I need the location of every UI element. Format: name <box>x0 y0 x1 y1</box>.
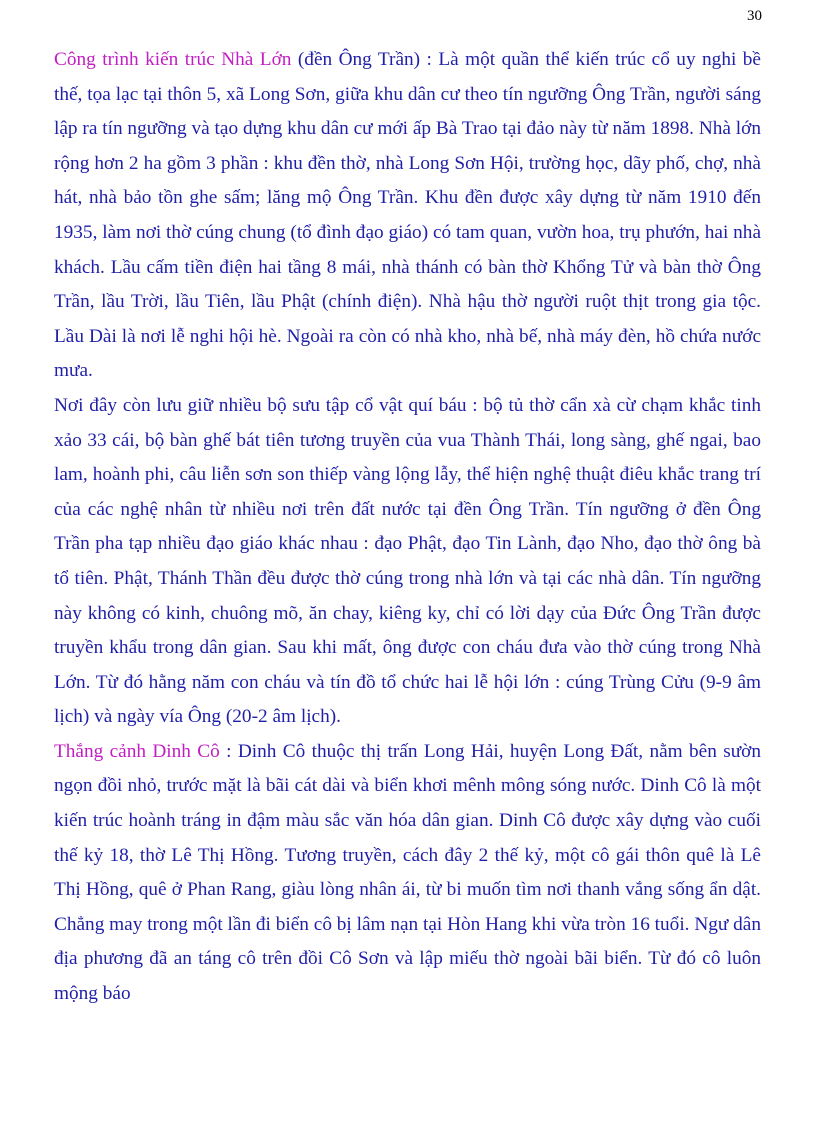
heading-dinh-co: Thắng cảnh Dinh Cô <box>54 740 220 762</box>
page-number: 30 <box>747 8 762 24</box>
document-body <box>54 43 761 1012</box>
paragraph-nha-lon <box>54 43 761 389</box>
paragraph-text: Nơi đây còn lưu giữ nhiều bộ sưu tập cổ vật quí báu : bộ tủ thờ cẩn xà cừ chạm khắc tinh xảo 33 cái, bộ bàn ghế bát tiên tương truyền của vua Thành Thái, long sàng, ghế ngai, bao lam, hoành phi, câu liễn sơn son thiếp vàng lộng lẫy, thể hiện nghệ thuật điêu khắc trang trí của các nghệ nhân từ nhiều nơi trên đất nước tại đền Ông Trần. Tín ngưỡng ở đền Ông Trần pha tạp nhiều đạo giáo khác nhau : đạo Phật, đạo Tin Lành, đạo Nho, đạo thờ ông bà tổ tiên. Phật, Thánh Thần đều được thờ cúng trong nhà lớn và tại các nhà dân. Tín ngưỡng này không có kinh, chuông mõ, ăn chay, kiêng ky, chỉ có lời dạy của Đức Ông Trần được truyền khẩu trong dân gian. Sau khi mất, ông được con cháu đưa vào thờ cúng trong Nhà Lớn. Từ đó hằng năm con cháu và tín đồ tổ chức hai lễ hội lớn : cúng Trùng Cửu (9-9 âm lịch) và ngày vía Ông (20-2 âm lịch). <box>54 394 761 728</box>
paragraph-dinh-co <box>54 735 761 1012</box>
paragraph-text: (đền Ông Trần) : Là một quần thể kiến trúc cổ uy nghi bề thế, tọa lạc tại thôn 5, xã Long Sơn, giữa khu dân cư theo tín ngưỡng Ông Trần, người sáng lập ra tín ngưỡng và tạo dựng khu dân cư mới ấp Bà Trao tại đảo này từ năm 1898. Nhà lớn rộng hơn 2 ha gồm 3 phần : khu đền thờ, nhà Long Sơn Hội, trường học, dãy phố, chợ, nhà hát, nhà bảo tồn ghe sấm; lăng mộ Ông Trần. Khu đền được xây dựng từ năm 1910 đến 1935, làm nơi thờ cúng chung (tổ đình đạo giáo) có tam quan, vườn hoa, trụ phướn, hai nhà khách. Lầu cấm tiền điện hai tầng 8 mái, nhà thánh có bàn thờ Khổng Tử và bàn thờ Ông Trần, lầu Trời, lầu Tiên, lầu Phật (chính điện). Nhà hậu thờ người ruột thịt trong gia tộc. Lầu Dài là nơi lễ nghi hội hè. Ngoài ra còn có nhà kho, nhà bế, nhà máy đèn, hồ chứa nước mưa. <box>54 49 761 382</box>
paragraph-co-vat <box>54 389 761 735</box>
heading-nha-lon: Công trình kiến trúc Nhà Lớn <box>54 49 292 70</box>
paragraph-text: : Dinh Cô thuộc thị trấn Long Hải, huyện Long Đất, nằm bên sườn ngọn đồi nhỏ, trước mặt là bãi cát dài và biển khơi mênh mông sóng nước. Dinh Cô là một kiến trúc hoành tráng in đậm màu sắc văn hóa dân gian. Dinh Cô được xây dựng vào cuối thế kỷ 18, thờ Lê Thị Hồng. Tương truyền, cách đây 2 thế kỷ, một cô gái thôn quê là Lê Thị Hồng, quê ở Phan Rang, giàu lòng nhân ái, từ bi muốn tìm nơi thanh vắng sống ẩn dật. Chẳng may trong một lần đi biển cô bị lâm nạn tại Hòn Hang khi vừa tròn 16 tuổi. Ngư dân địa phương đã an táng cô trên đồi Cô Sơn và lập miếu thờ ngoài bãi biển. Từ đó cô luôn mộng báo <box>54 740 761 1005</box>
